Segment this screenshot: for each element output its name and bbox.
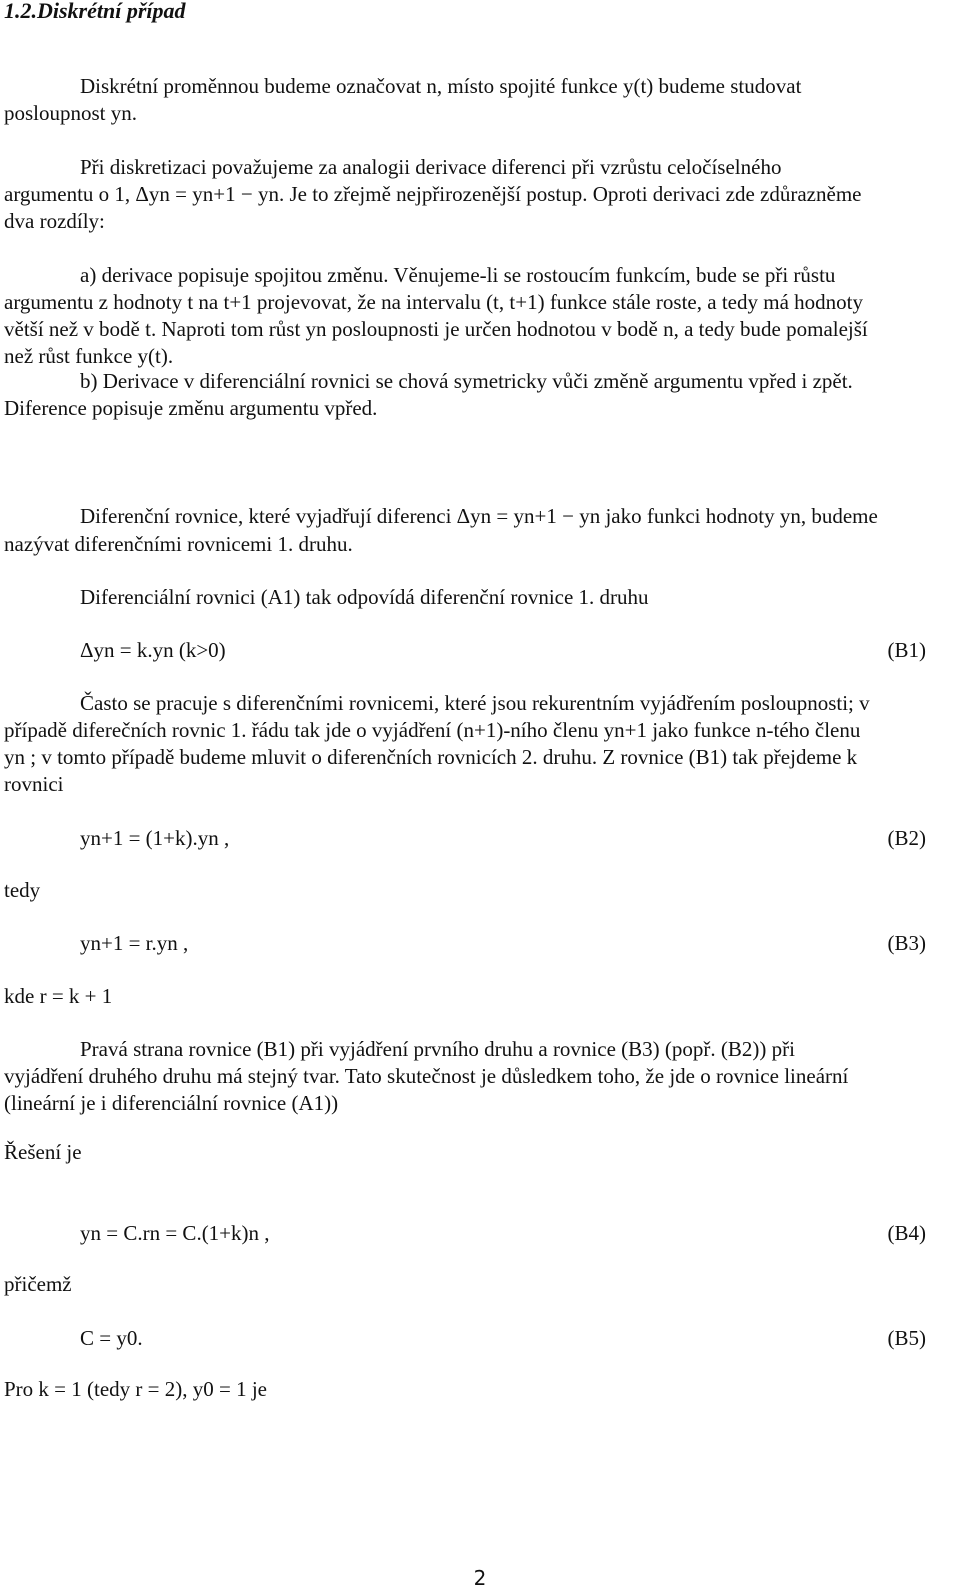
section-heading: 1.2.Diskrétní případ [4,0,186,23]
paragraph-line: Diferenční rovnice, které vyjadřují diferenci Δyn = yn+1 − yn jako funkci hodnoty yn, budeme [80,504,878,528]
equation-b4: yn = C.rn = C.(1+k)n , [80,1221,270,1245]
equation-b1: Δyn = k.yn (k>0) [80,638,226,662]
paragraph-line: Často se pracuje s diferenčními rovnicemi, které jsou rekurentním vyjádřením posloupnosti; v [80,691,870,715]
page-number: 2 [473,1566,487,1590]
paragraph-line: případě diferečních rovnic 1. řádu tak jde o vyjádření (n+1)-ního členu yn+1 jako funkce n-tého členu [4,718,861,742]
paragraph-line: dva rozdíly: [4,209,105,233]
equation-number-b3: (B3) [887,931,926,955]
paragraph-line: Pravá strana rovnice (B1) při vyjádření prvního druhu a rovnice (B3) (popř. (B2)) při [80,1037,795,1061]
paragraph-line: kde r = k + 1 [4,984,113,1008]
paragraph-line: větší než v bodě t. Naproti tom růst yn posloupnosti je určen hodnotou v bodě n, a tedy bude pomalejší [4,317,868,341]
paragraph-line: yn ; v tomto případě budeme mluvit o diferenčních rovnicích 2. druhu. Z rovnice (B1) tak přejdeme k [4,745,858,769]
paragraph-line: Pro k = 1 (tedy r = 2), y0 = 1 je [4,1377,267,1401]
paragraph-line: Řešení je [4,1140,82,1164]
paragraph-line: Diference popisuje změnu argumentu vpřed. [4,396,378,420]
paragraph-line: rovnici [4,772,64,796]
equation-number-b1: (B1) [887,638,926,662]
paragraph-line: Diskrétní proměnnou budeme označovat n, místo spojité funkce y(t) budeme studovat [80,74,802,98]
paragraph-line: a) derivace popisuje spojitou změnu. Věnujeme-li se rostoucím funkcím, bude se při růstu [80,263,836,287]
paragraph-line: vyjádření druhého druhu má stejný tvar. Tato skutečnost je důsledkem toho, že jde o rovnice lineární [4,1064,849,1088]
paragraph-line: argumentu o 1, Δyn = yn+1 − yn. Je to zřejmě nejpřirozenější postup. Oproti derivaci zde zdůrazněme [4,182,862,206]
paragraph-line: než růst funkce y(t). [4,344,174,368]
paragraph-line: tedy [4,878,41,902]
paragraph-line: přičemž [4,1272,72,1296]
paragraph-line: Při diskretizaci považujeme za analogii derivace diferenci při vzrůstu celočíselného [80,155,782,179]
paragraph-line: (lineární je i diferenciální rovnice (A1)) [4,1091,339,1115]
equation-b5: C = y0. [80,1326,143,1350]
paragraph-line: b) Derivace v diferenciální rovnici se chová symetricky vůči změně argumentu vpřed i zpět. [80,369,853,393]
equation-number-b2: (B2) [887,826,926,850]
paragraph-line: Diferenciální rovnici (A1) tak odpovídá diferenční rovnice 1. druhu [80,585,649,609]
equation-b3: yn+1 = r.yn , [80,931,189,955]
paragraph-line: posloupnost yn. [4,101,138,125]
paragraph-line: nazývat diferenčními rovnicemi 1. druhu. [4,532,353,556]
equation-b2: yn+1 = (1+k).yn , [80,826,230,850]
equation-number-b4: (B4) [887,1221,926,1245]
paragraph-line: argumentu z hodnoty t na t+1 projevovat, že na intervalu (t, t+1) funkce stále roste, a tedy má hodnoty [4,290,863,314]
equation-number-b5: (B5) [887,1326,926,1350]
